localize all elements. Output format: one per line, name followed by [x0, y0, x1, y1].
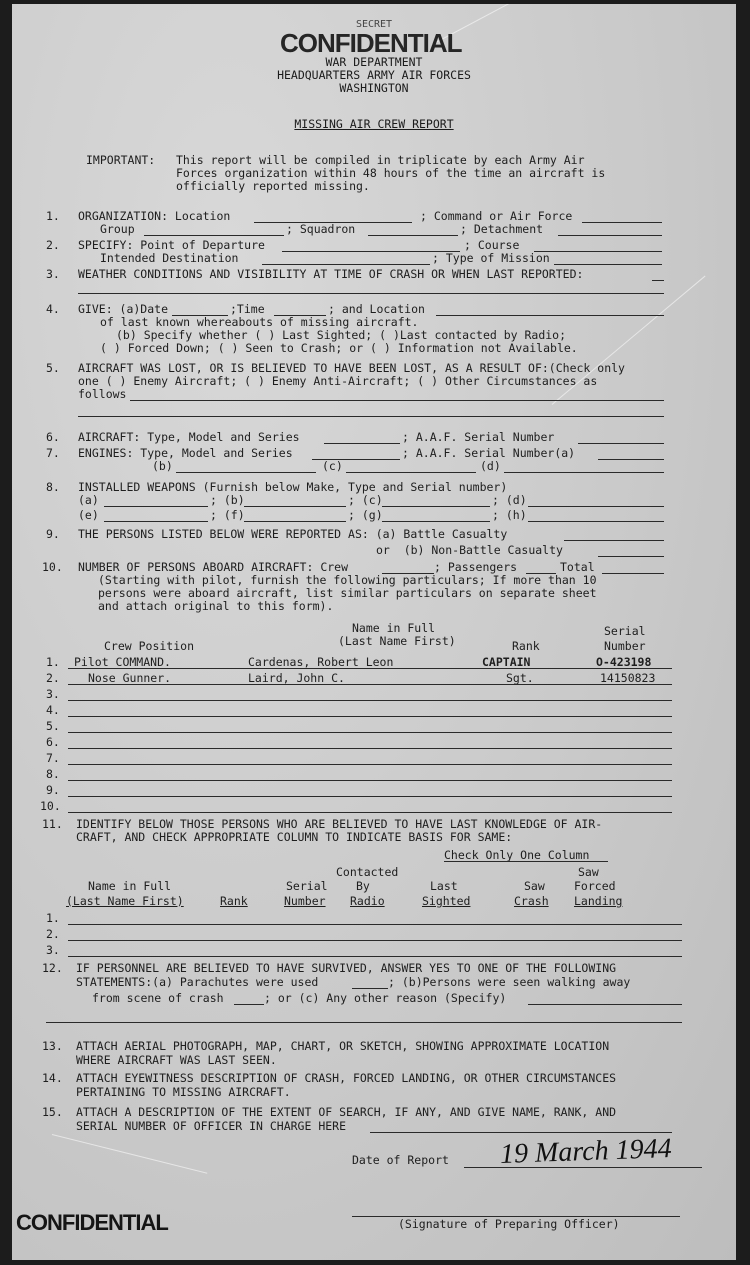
label-time: ;Time: [230, 302, 265, 316]
blank-line: [78, 293, 664, 294]
row-line: [68, 732, 672, 733]
blank-line: [444, 861, 608, 862]
label-enemy: one ( ) Enemy Aircraft; ( ) Enemy Anti-Aircraft; ( ) Other Circumstances as: [78, 374, 598, 388]
label-specify: (b) Specify whether ( ) Last Sighted; ( )Last contacted by Radio;: [116, 328, 567, 342]
important-text: officially reported missing.: [176, 179, 370, 193]
label-group: Group: [100, 222, 135, 236]
section15-line2: SERIAL NUMBER OF OFFICER IN CHARGE HERE: [76, 1119, 347, 1133]
label-attach-original: and attach original to this form).: [98, 599, 334, 613]
item-number: 14.: [42, 1071, 63, 1085]
crew-rank: Sgt.: [506, 671, 534, 685]
row-number: 2.: [46, 927, 60, 941]
signature-label: (Signature of Preparing Officer): [398, 1217, 620, 1231]
section13-line1: ATTACH AERIAL PHOTOGRAPH, MAP, CHART, OR SKETCH, SHOWING APPROXIMATE LOCATION: [76, 1039, 610, 1053]
label-forced-down: ( ) Forced Down; ( ) Seen to Crash; or ( ) Information not Available.: [100, 341, 578, 355]
label-weapon-b: ; (b): [210, 493, 245, 507]
label-weapon-c: ; (c): [348, 493, 383, 507]
blank-line: [244, 506, 346, 507]
label-date: GIVE: (a)Date: [78, 302, 169, 316]
crew-col-serial: Serial: [604, 624, 646, 638]
label-weapon-d: ; (d): [492, 493, 527, 507]
row-number: 5.: [46, 719, 60, 733]
col-last-name-first: (Last Name First): [66, 894, 184, 908]
row-number: 2.: [46, 671, 60, 685]
crew-rank: CAPTAIN: [482, 655, 531, 669]
blank-line: [176, 472, 316, 473]
item-number: 4.: [46, 302, 60, 316]
section13-line2: WHERE AIRCRAFT WAS LAST SEEN.: [76, 1053, 277, 1067]
label-engine-c: (c): [322, 459, 343, 473]
blank-line: [234, 1004, 264, 1005]
item-number: 12.: [42, 961, 63, 975]
crew-name: Laird, John C.: [248, 671, 345, 685]
label-weapons: INSTALLED WEAPONS (Furnish below Make, Type and Serial number): [78, 480, 508, 494]
label-weapon-g: ; (g): [348, 508, 383, 522]
label-aircraft-lost: AIRCRAFT WAS LOST, OR IS BELIEVED TO HAVE BEEN LOST, AS A RESULT OF:(Check only: [78, 361, 625, 375]
blank-line: [78, 416, 664, 417]
row-line: [68, 924, 682, 925]
label-departure: SPECIFY: Point of Departure: [78, 238, 265, 252]
blank-line: [262, 264, 430, 265]
department: WAR DEPARTMENT: [325, 55, 423, 69]
blank-line: [534, 251, 662, 252]
blank-line: [598, 459, 664, 460]
label-course: ; Course: [464, 238, 520, 252]
blank-line: [104, 521, 208, 522]
section12-walking-away: ; (b)Persons were seen walking away: [388, 975, 631, 989]
row-line: [68, 668, 672, 669]
crew-serial: 14150823: [600, 671, 656, 685]
blank-line: [382, 521, 490, 522]
label-squadron: ; Squadron: [286, 222, 356, 236]
col-last: Last: [430, 879, 458, 893]
blank-line: [46, 1022, 682, 1023]
row-line: [68, 748, 672, 749]
item-number: 10.: [42, 560, 63, 574]
blank-line: [578, 443, 664, 444]
label-passengers: ; Passengers: [434, 560, 518, 574]
label-weapon-f: ; (f): [210, 508, 245, 522]
item-number: 13.: [42, 1039, 63, 1053]
blank-line: [598, 556, 664, 557]
row-number: 3.: [46, 943, 60, 957]
section12-other-reason: ; or (c) Any other reason (Specify): [264, 991, 507, 1005]
row-line: [68, 812, 672, 813]
row-number: 7.: [46, 751, 60, 765]
crew-col-name-sub: (Last Name First): [338, 634, 456, 648]
blank-line: [324, 443, 400, 444]
col-landing: Landing: [574, 894, 623, 908]
section11-line1: IDENTIFY BELOW THOSE PERSONS WHO ARE BELIEVED TO HAVE LAST KNOWLEDGE OF AIR-: [76, 817, 603, 831]
section15-line1: ATTACH A DESCRIPTION OF THE EXTENT OF SEARCH, IF ANY, AND GIVE NAME, RANK, AND: [76, 1105, 617, 1119]
item-number: 6.: [46, 430, 60, 444]
col-saw: Saw: [578, 865, 599, 879]
blank-line: [104, 506, 208, 507]
col-radio: Radio: [350, 894, 385, 908]
item-number: 9.: [46, 527, 60, 541]
col-saw-crash: Saw: [524, 879, 545, 893]
item-number: 5.: [46, 361, 60, 375]
important-text: This report will be compiled in triplicate by each Army Air: [176, 153, 585, 167]
label-organization: ORGANIZATION: Location: [78, 209, 231, 223]
label-engine-serial: ; A.A.F. Serial Number(a): [402, 446, 576, 460]
label-total: Total: [560, 560, 595, 574]
section11-line2: CRAFT, AND CHECK APPROPRIATE COLUMN TO INDICATE BASIS FOR SAME:: [76, 830, 513, 844]
col-crash: Crash: [514, 894, 549, 908]
item-number: 8.: [46, 480, 60, 494]
item-number: 7.: [46, 446, 60, 460]
label-engines: ENGINES: Type, Model and Series: [78, 446, 293, 460]
row-line: [68, 780, 672, 781]
label-engine-d: (d): [480, 459, 501, 473]
label-mission: ; Type of Mission: [432, 251, 550, 265]
blank-line: [554, 264, 662, 265]
row-number: 4.: [46, 703, 60, 717]
row-line: [68, 796, 672, 797]
headquarters: HEADQUARTERS ARMY AIR FORCES: [277, 68, 471, 82]
label-aircraft-type: AIRCRAFT: Type, Model and Series: [78, 430, 300, 444]
blank-line: [652, 280, 664, 281]
scratch-mark: [52, 1134, 207, 1174]
blank-line: [382, 506, 490, 507]
label-whereabouts: of last known whereabouts of missing aircraft.: [100, 315, 419, 329]
row-number: 3.: [46, 687, 60, 701]
row-number: 8.: [46, 767, 60, 781]
label-starting-with-pilot: (Starting with pilot, furnish the following particulars; If more than 10: [98, 573, 597, 587]
blank-line: [244, 521, 346, 522]
blank-line: [144, 235, 284, 236]
crew-serial: O-423198: [596, 655, 652, 669]
col-serial: Serial: [286, 879, 328, 893]
section12-line1: IF PERSONNEL ARE BELIEVED TO HAVE SURVIVED, ANSWER YES TO ONE OF THE FOLLOWING: [76, 961, 617, 975]
confidential-bottom-stamp: CONFIDENTIAL: [16, 1210, 168, 1235]
blank-line: [346, 472, 476, 473]
crew-col-name: Name in Full: [352, 621, 436, 635]
row-number: 1.: [46, 911, 60, 925]
item-number: 11.: [42, 817, 63, 831]
col-forced: Forced: [574, 879, 616, 893]
blank-line: [370, 1132, 672, 1133]
row-line: [68, 940, 682, 941]
crew-col-serial-number: Number: [604, 639, 646, 653]
check-only-one-column: Check Only One Column: [444, 848, 590, 862]
section12-scene: from scene of crash: [92, 991, 224, 1005]
label-persons-reported: THE PERSONS LISTED BELOW WERE REPORTED AS: (a) Battle Casualty: [78, 527, 508, 541]
city: WASHINGTON: [339, 81, 409, 95]
row-line: [68, 684, 672, 685]
label-persons-aboard-sheet: persons were aboard aircraft, list similar particulars on separate sheet: [98, 586, 597, 600]
date-of-report-value: 19 March 1944: [499, 1133, 673, 1170]
blank-line: [130, 400, 664, 401]
item-number: 2.: [46, 238, 60, 252]
blank-line: [464, 1167, 702, 1168]
row-number: 9.: [46, 783, 60, 797]
blank-line: [528, 506, 664, 507]
label-follows: follows: [78, 387, 127, 401]
page-title: MISSING AIR CREW REPORT: [294, 117, 454, 131]
blank-line: [564, 540, 664, 541]
col-number: Number: [284, 894, 326, 908]
col-contacted: Contacted: [336, 865, 399, 879]
row-line: [68, 956, 682, 957]
blank-line: [528, 521, 664, 522]
blank-line: [504, 472, 664, 473]
row-number: 6.: [46, 735, 60, 749]
label-weapon-a: (a): [78, 493, 99, 507]
col-rank: Rank: [220, 894, 248, 908]
crew-position: Pilot COMMAND.: [74, 655, 171, 669]
item-number: 15.: [42, 1105, 63, 1119]
row-line: [68, 700, 672, 701]
label-non-battle: or (b) Non-Battle Casualty: [376, 543, 563, 557]
item-number: 3.: [46, 267, 60, 281]
label-weapon-e: (e): [78, 508, 99, 522]
important-label: IMPORTANT:: [86, 153, 156, 167]
label-command: ; Command or Air Force: [420, 209, 573, 223]
section14-line2: PERTAINING TO MISSING AIRCRAFT.: [76, 1085, 291, 1099]
date-of-report-label: Date of Report: [352, 1153, 449, 1167]
crew-position: Nose Gunner.: [88, 671, 172, 685]
section14-line1: ATTACH EYEWITNESS DESCRIPTION OF CRASH, FORCED LANDING, OR OTHER CIRCUMSTANCES: [76, 1071, 617, 1085]
missing-air-crew-report-page: [12, 4, 736, 1260]
blank-line: [368, 235, 458, 236]
label-location: ; and Location: [328, 302, 425, 316]
crew-col-rank: Rank: [512, 639, 540, 653]
label-engine-b: (b): [152, 459, 173, 473]
blank-line: [352, 988, 388, 989]
col-by: By: [356, 879, 370, 893]
col-sighted: Sighted: [422, 894, 471, 908]
row-number: 1.: [46, 655, 60, 669]
label-detachment: ; Detachment: [460, 222, 544, 236]
section12-parachutes: STATEMENTS:(a) Parachutes were used: [76, 975, 319, 989]
item-number: 1.: [46, 209, 60, 223]
confidential-stamp: CONFIDENTIAL: [280, 28, 462, 58]
crew-name: Cardenas, Robert Leon: [248, 655, 394, 669]
blank-line: [602, 573, 664, 574]
blank-line: [436, 315, 664, 316]
top-stamp: SECRET: [355, 19, 393, 30]
blank-line: [582, 222, 662, 223]
label-persons-aboard: NUMBER OF PERSONS ABOARD AIRCRAFT: Crew: [78, 560, 349, 574]
label-weapon-h: ; (h): [492, 508, 527, 522]
col-name-in-full: Name in Full: [88, 879, 172, 893]
row-number: 10.: [40, 799, 61, 813]
blank-line: [528, 1004, 682, 1005]
label-destination: Intended Destination: [100, 251, 239, 265]
row-line: [68, 764, 672, 765]
row-line: [68, 716, 672, 717]
blank-line: [558, 235, 662, 236]
crew-col-position: Crew Position: [104, 639, 195, 653]
important-text: Forces organization within 48 hours of the time an aircraft is: [176, 166, 606, 180]
label-weather: WEATHER CONDITIONS AND VISIBILITY AT TIME OF CRASH OR WHEN LAST REPORTED:: [78, 267, 584, 281]
label-aircraft-serial: ; A.A.F. Serial Number: [402, 430, 555, 444]
